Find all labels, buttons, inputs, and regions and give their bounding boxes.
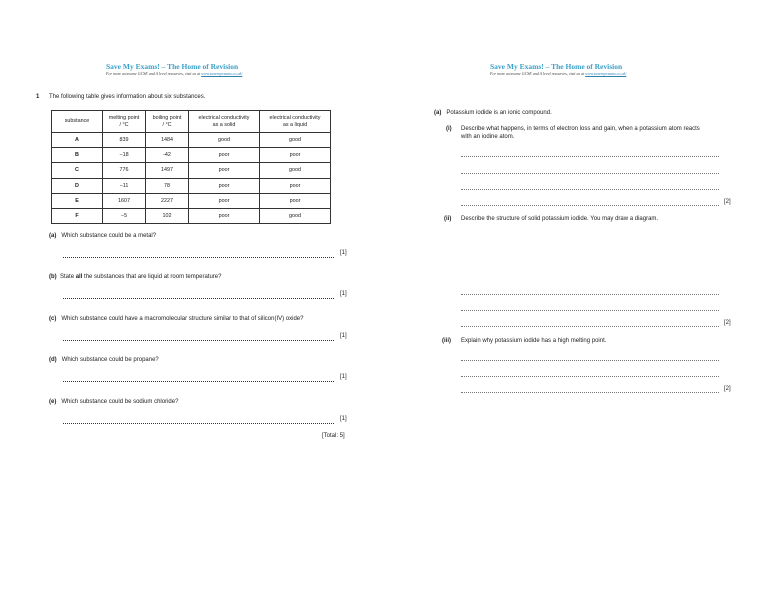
answer-line-ii-2[interactable]: [461, 310, 719, 311]
substance-cell: B: [52, 148, 103, 163]
mark-ii: [2]: [724, 320, 731, 326]
q2-part-a-text: Potassium iodide is an ionic compound.: [446, 110, 552, 116]
table-cell: 2227: [146, 193, 189, 208]
q2-i-label: (i): [446, 126, 452, 132]
table-header-text: as a liquid: [282, 121, 308, 128]
part-d: [49, 357, 159, 364]
answer-line-i-4[interactable]: [461, 205, 719, 206]
table-row: [52, 178, 331, 193]
table-cell: good: [260, 163, 331, 178]
table-cell: −5: [103, 208, 146, 223]
right-page: [384, 0, 768, 594]
table-header-text: / °C: [119, 121, 129, 128]
table-header-text: substance: [64, 118, 90, 125]
table-cell: 1484: [146, 133, 189, 148]
answer-line-iii-3[interactable]: [461, 392, 719, 393]
table-header-text: melting point: [108, 115, 140, 122]
table-header-cell: [260, 111, 331, 133]
table-cell: -42: [146, 148, 189, 163]
q2-iii-text: Explain why potassium iodide has a high melting point.: [461, 338, 607, 344]
answer-line-iii-1[interactable]: [461, 360, 719, 361]
substance-cell: A: [52, 133, 103, 148]
q2-part-a: [434, 110, 552, 117]
question-intro: The following table gives information about six substances.: [49, 94, 206, 100]
mark-i: [2]: [724, 199, 731, 205]
q2-i-text-2: with an iodine atom.: [461, 134, 515, 140]
q2-iii-label: (iii): [442, 338, 451, 344]
q2-part-a-label: (a): [434, 110, 442, 116]
table-cell: poor: [260, 193, 331, 208]
q2-ii-label: (ii): [444, 216, 452, 222]
substance-cell: C: [52, 163, 103, 178]
table-cell: poor: [189, 178, 260, 193]
header-title: Save My Exams! – The Home of Revision: [490, 62, 623, 71]
q2-ii-text: Describe the structure of solid potassium iodide. You may draw a diagram.: [461, 216, 659, 222]
mark-e: [1]: [340, 416, 347, 422]
table-cell: 839: [103, 133, 146, 148]
header-subtitle-text: For more awesome GCSE and A level resources, visit us at: [490, 71, 585, 76]
substance-cell: E: [52, 193, 103, 208]
table-cell: good: [189, 133, 260, 148]
answer-line-b[interactable]: [63, 298, 334, 299]
part-a-label: (a): [49, 233, 57, 239]
table-cell: 102: [146, 208, 189, 223]
answer-line-i-1[interactable]: [461, 156, 719, 157]
mark-iii: [2]: [724, 386, 731, 392]
table-row: [52, 163, 331, 178]
table-cell: poor: [189, 208, 260, 223]
mark-d: [1]: [340, 374, 347, 380]
answer-line-i-3[interactable]: [461, 189, 719, 190]
answer-line-ii-3[interactable]: [461, 326, 719, 327]
answer-line-a[interactable]: [63, 257, 334, 258]
part-a-text: Which substance could be a metal?: [61, 233, 157, 239]
answer-line-c[interactable]: [63, 340, 334, 341]
part-a: [49, 233, 156, 240]
mark-a: [1]: [340, 250, 347, 256]
part-c: [49, 316, 303, 323]
table-cell: poor: [260, 148, 331, 163]
mark-b: [1]: [340, 291, 347, 297]
table-header-text: electrical conductivity: [198, 115, 250, 122]
total-marks: [Total: 5]: [322, 433, 345, 439]
header-link[interactable]: www.savemyexams.co.uk/: [585, 71, 627, 76]
table-cell: poor: [189, 193, 260, 208]
substance-cell: D: [52, 178, 103, 193]
table-cell: 78: [146, 178, 189, 193]
table-row: [52, 208, 331, 223]
part-c-label: (c): [49, 316, 57, 322]
table-cell: 1607: [103, 193, 146, 208]
answer-line-d[interactable]: [63, 381, 334, 382]
header-subtitle: [106, 71, 242, 76]
part-e-text: Which substance could be sodium chloride?: [61, 399, 179, 405]
table-cell: poor: [189, 148, 260, 163]
header-title: Save My Exams! – The Home of Revision: [106, 62, 239, 71]
table-cell: poor: [189, 163, 260, 178]
table-cell: −11: [103, 178, 146, 193]
part-e-label: (e): [49, 399, 57, 405]
part-b-pre: State: [60, 274, 76, 280]
table-row: [52, 133, 331, 148]
answer-line-ii-1[interactable]: [461, 294, 719, 295]
answer-line-e[interactable]: [63, 423, 334, 424]
part-e: [49, 399, 178, 406]
table-cell: poor: [260, 178, 331, 193]
part-b-post: the substances that are liquid at room temperature?: [82, 274, 222, 280]
table-header-cell: [189, 111, 260, 133]
header-link[interactable]: www.savemyexams.co.uk/: [201, 71, 243, 76]
table-cell: good: [260, 133, 331, 148]
table-header-text: / °C: [162, 121, 172, 128]
header-subtitle: [490, 71, 626, 76]
table-header-text: electrical conductivity: [269, 115, 321, 122]
table-cell: −18: [103, 148, 146, 163]
table-header-cell: [52, 111, 103, 133]
substances-table: [51, 110, 331, 224]
table-cell: 776: [103, 163, 146, 178]
part-b: [49, 274, 221, 281]
header-subtitle-text: For more awesome GCSE and A level resources, visit us at: [106, 71, 201, 76]
table-header-cell: [103, 111, 146, 133]
question-number: 1: [36, 94, 40, 100]
table-row: [52, 193, 331, 208]
table-row: [52, 148, 331, 163]
answer-line-i-2[interactable]: [461, 173, 719, 174]
table-cell: 1497: [146, 163, 189, 178]
mark-c: [1]: [340, 333, 347, 339]
table-header-text: boiling point: [152, 115, 182, 122]
q2-i-text-1: Describe what happens, in terms of electron loss and gain, when a potassium atom reacts: [461, 126, 700, 132]
part-b-bold: all: [75, 274, 83, 280]
substance-cell: F: [52, 208, 103, 223]
table-header-row: [52, 111, 331, 133]
table-header-cell: [146, 111, 189, 133]
answer-line-iii-2[interactable]: [461, 376, 719, 377]
table-header-text: as a solid: [212, 121, 236, 128]
table-cell: good: [260, 208, 331, 223]
part-b-label: (b): [49, 274, 57, 280]
part-d-text: Which substance could be propane?: [61, 357, 159, 363]
part-d-label: (d): [49, 357, 57, 363]
part-c-text: Which substance could have a macromolecular structure similar to that of silicon(IV) oxide?: [61, 316, 304, 322]
